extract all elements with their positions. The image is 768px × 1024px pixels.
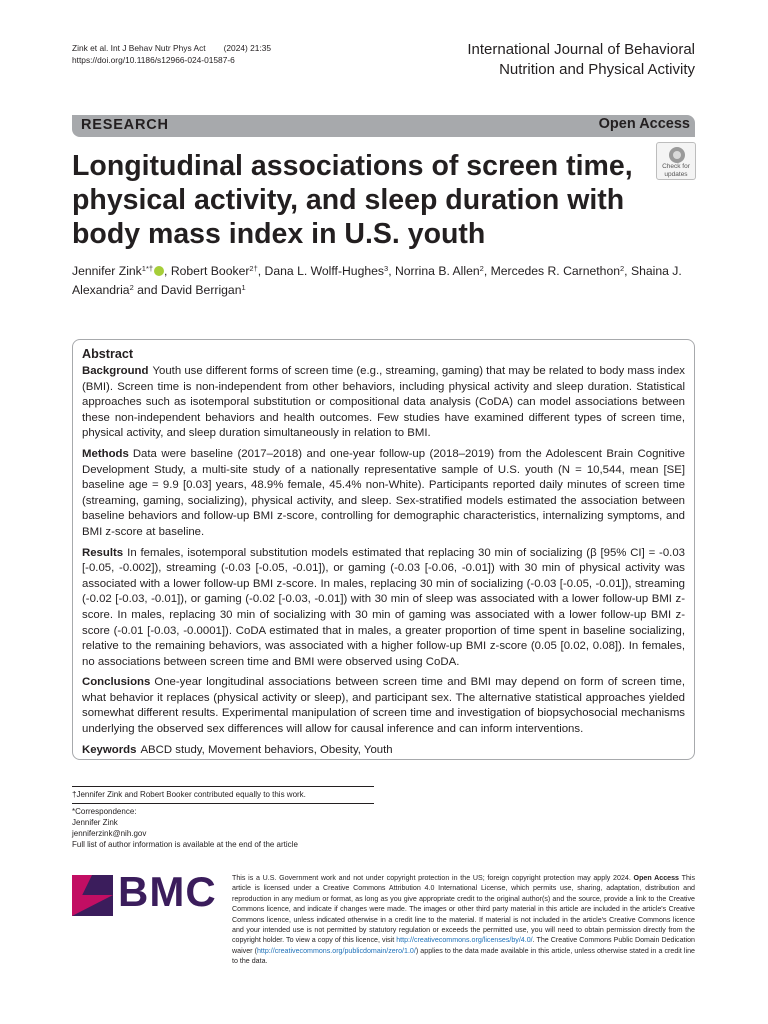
journal-name-line2: Nutrition and Physical Activity — [499, 61, 695, 78]
abstract-conclusions — [82, 675, 685, 737]
license-link-cc0[interactable]: http://creativecommons.org/publicdomain/zero/1.0/ — [256, 946, 416, 955]
author-name[interactable]: Jennifer Zink — [72, 264, 142, 278]
license-open-access: Open Access — [633, 874, 679, 882]
bmc-logo-text: BMC — [118, 868, 217, 915]
author-affiliation: 2 — [620, 264, 625, 273]
author-list: Jennifer Zink$^{1*\dagger}$ , Robert Booker$^{2\dagger}$, Dana L. Wolff-Hughes$^3$, Norrina B. Allen$^2$, Mercedes R. Carnethon$^2$, Shaina J. Alexandria$^2$ and David Berrigan$^1$ — [72, 264, 682, 297]
license-part-c: . The Creative Commons Public Domain Dedication waiver ( — [232, 936, 695, 955]
license-part-d: ) applies to the data made available in this article, unless otherwise stated in a credit line to the data. — [232, 946, 695, 966]
keywords-heading: Keywords — [82, 743, 137, 756]
check-for-updates-badge[interactable] — [656, 142, 696, 180]
license-link-cc-by[interactable]: http://creativecommons.org/licenses/by/4.0/ — [396, 936, 533, 945]
abstract-box — [72, 339, 695, 760]
crossmark-icon — [669, 147, 685, 163]
abstract-methods — [82, 447, 685, 541]
methods-text: Data were baseline (2017–2018) and one-year follow-up (2018–2019) from the Adolescent Brain Cognitive Development Study, a multi-site study of a nationally representative sample of U.S. youth (N = 10,544, mean [SE] baseline age = 9.9 [0.03] years, 48.9% female, 45.4% non-White). Participants reported daily minutes of screen time (streaming, gaming, socializing), physical activity, and sleep. Sex-stratified models estimated the association between baseline behaviors and follow-up BMI z-score, controlling for demographic characteristics, internalizing symptoms, and BMI z-score at baseline. — [82, 447, 685, 538]
abstract-keywords — [82, 743, 685, 759]
journal-name-line1: International Journal of Behavioral — [467, 41, 695, 58]
background-heading: Background — [82, 365, 149, 377]
keywords-text: ABCD study, Movement behaviors, Obesity, Youth — [140, 743, 393, 756]
author-affiliation: 1 — [241, 283, 246, 292]
license-part-b: This article is licensed under a Creative Commons Attribution 4.0 International License, which permits use, sharing, adaptation, distribution and reproduction in any medium or format, as long as you give appropriate credit to the original author(s) and the source, provide a link to the Creative Commons licence, and indicate if changes were made. The images or other third party material in this article are included in the article's Creative Commons licence, unless indicated otherwise in a credit line to the material. If material is not included in the article's Creative Commons licence and your intended use is not permitted by statutory regulation or exceeds the permitted use, you will need to obtain permission directly from the copyright holder. To view a copy of this licence, visit — [232, 874, 696, 945]
license-text — [232, 873, 695, 967]
author-name[interactable]: Robert Booker — [170, 264, 250, 278]
journal-name — [467, 40, 695, 80]
author-affiliation: 2† — [249, 264, 258, 273]
article-type-label: RESEARCH — [81, 117, 169, 133]
citation-header — [72, 42, 271, 66]
correspondence-name: Jennifer Zink — [72, 818, 118, 827]
orcid-icon[interactable] — [154, 266, 164, 276]
methods-heading: Methods — [82, 447, 129, 460]
conclusions-heading: Conclusions — [82, 676, 151, 689]
equal-contribution-note: †Jennifer Zink and Robert Booker contributed equally to this work. — [72, 786, 374, 800]
abstract-heading: Abstract — [82, 347, 134, 361]
author-name[interactable]: Mercedes R. Carnethon — [490, 264, 620, 278]
results-heading: Results — [82, 546, 124, 559]
background-text: Youth use different forms of screen time (e.g., streaming, gaming) that may be related to body mass index (BMI). Screen time is non-independent from other behaviors, including physical activity and sleep duration. Statistical approaches such as isotemporal substitution or compositional data analysis (CoDA) can model associations between these non-independent behaviors and health outcomes. Few studies have examined different types of screen time, physical activity, and sleep duration simultaneously in relation to BMI. — [82, 365, 685, 440]
check-for-updates-label: Check for updates — [662, 163, 690, 178]
license-part-a: This is a U.S. Government work and not under copyright protection in the US; foreign copyright protection may apply 2024. — [232, 874, 631, 882]
author-affiliation: 3 — [384, 264, 389, 273]
author-name[interactable]: Shaina J. Alexandria — [72, 264, 682, 297]
author-name[interactable]: David Berrigan — [160, 283, 242, 297]
author-affiliation: 2 — [129, 283, 134, 292]
results-text: In females, isotemporal substitution models estimated that replacing 30 min of socializing (β [95% CI] = -0.03 [-0.05, -0.002]), streaming (-0.03 [-0.05, -0.01]), or gaming (-0.03 [-0.06, -0.01]) with 30 min of physical activity was associated with a lower follow-up BMI z-score. In males, replacing 30 min of socializing (-0.03 [-0.05, -0.01]), streaming (-0.02 [-0.03, -0.01]), or gaming (-0.02 [-0.03, -0.01]) with 30 min of sleep was associated with a lower follow-up BMI z-score. In males, replacing 30 min of socializing with 30 min of gaming was associated with a lower follow-up BMI z-score (-0.01 [-0.03, -0.0001]). CoDA estimated that in males, a greater proportion of time spent in baseline socializing, relative to the remaining behaviors, was associated with a higher follow-up BMI z-score (0.05 [0.02, 0.08]). In females, no associations between screen time and BMI were observed using CoDA. — [82, 546, 685, 668]
citation-text: Zink et al. Int J Behav Nutr Phys Act — [72, 43, 206, 53]
article-title: Longitudinal associations of screen time, physical activity, and sleep duration with body mass index in U.S. youth — [72, 150, 633, 250]
abstract-results — [82, 546, 685, 671]
abstract-background — [82, 364, 685, 442]
bmc-logo[interactable] — [72, 868, 217, 918]
conclusions-text: One-year longitudinal associations between screen time and BMI may depend on form of screen time, what behavior it replaces (physical activity or sleep), and participant sex. The alternative statistical approaches yielded somewhat different results. Experimental manipulation of screen time and investigation of biopsychosocial mechanisms underlying the observed sex differences will allow for causal inference and can inform interventions. — [82, 676, 685, 736]
author-affiliation: 1*† — [141, 264, 154, 273]
author-info-note: Full list of author information is available at the end of the article — [72, 840, 298, 849]
correspondence-note — [72, 803, 374, 850]
article-type-bar — [72, 115, 695, 137]
author-affiliation: 2 — [479, 264, 484, 273]
author-name[interactable]: Dana L. Wolff-Hughes — [264, 264, 385, 278]
correspondence-email[interactable]: jenniferzink@nih.gov — [72, 829, 147, 838]
open-access-label: Open Access — [598, 116, 690, 132]
bmc-logo-mark — [72, 875, 113, 916]
doi-link[interactable]: https://doi.org/10.1186/s12966-024-01587-6 — [72, 55, 235, 65]
correspondence-label: *Correspondence: — [72, 807, 137, 816]
author-name[interactable]: Norrina B. Allen — [394, 264, 480, 278]
citation-year: (2024) 21:35 — [223, 43, 272, 53]
